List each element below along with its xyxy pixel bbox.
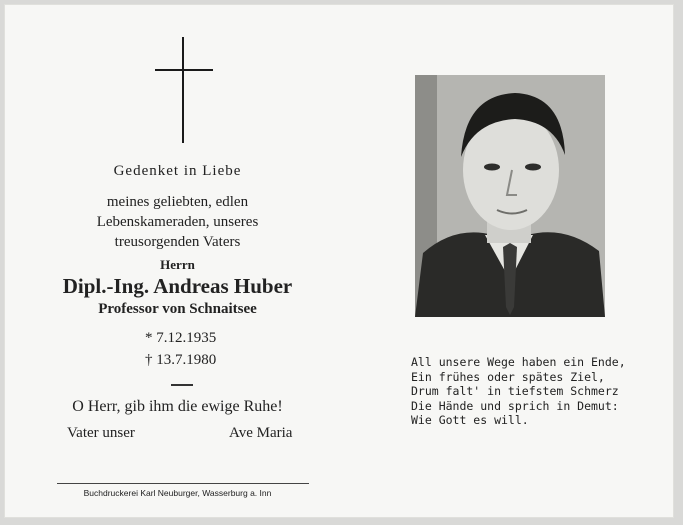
cross-icon-bar	[155, 69, 213, 71]
poem-line: Die Hände und sprich in Demut:	[411, 398, 619, 413]
left-panel	[5, 5, 350, 517]
intro-line: Lebenskameraden, unseres	[96, 214, 259, 230]
death-date: † 13.7.1980	[145, 352, 217, 368]
memorial-intro	[5, 192, 350, 252]
poem-line: Ein frühes oder spätes Ziel,	[411, 369, 605, 384]
poem-line: All unsere Wege haben ein Ende,	[411, 355, 626, 369]
prayer-right: Ave Maria	[229, 425, 293, 441]
poem-line: Wie Gott es will.	[411, 413, 529, 427]
honorific: Herrn	[160, 257, 195, 272]
poem	[411, 355, 626, 428]
deceased-name: Dipl.-Ing. Andreas Huber	[62, 274, 293, 298]
portrait-photo	[415, 75, 605, 317]
intro-line: treusorgenden Vaters	[114, 234, 241, 250]
cross-icon	[182, 37, 184, 143]
footer-rule	[57, 483, 309, 484]
poem-line: Drum falt' in tiefstem Schmerz	[411, 384, 619, 398]
printer-credit: Buchdruckerei Karl Neuburger, Wasserburg a. Inn	[83, 488, 272, 498]
memorial-heading: Gedenket in Liebe	[113, 163, 242, 179]
divider	[171, 384, 193, 386]
birth-date: * 7.12.1935	[145, 330, 217, 346]
intro-line: meines geliebten, edlen	[106, 194, 249, 210]
prayer-left: Vater unser	[67, 425, 135, 441]
deceased-title: Professor von Schnaitsee	[98, 301, 257, 317]
life-dates	[145, 327, 216, 371]
prayer-text: O Herr, gib ihm die ewige Ruhe!	[72, 398, 283, 415]
memorial-card	[4, 4, 674, 518]
